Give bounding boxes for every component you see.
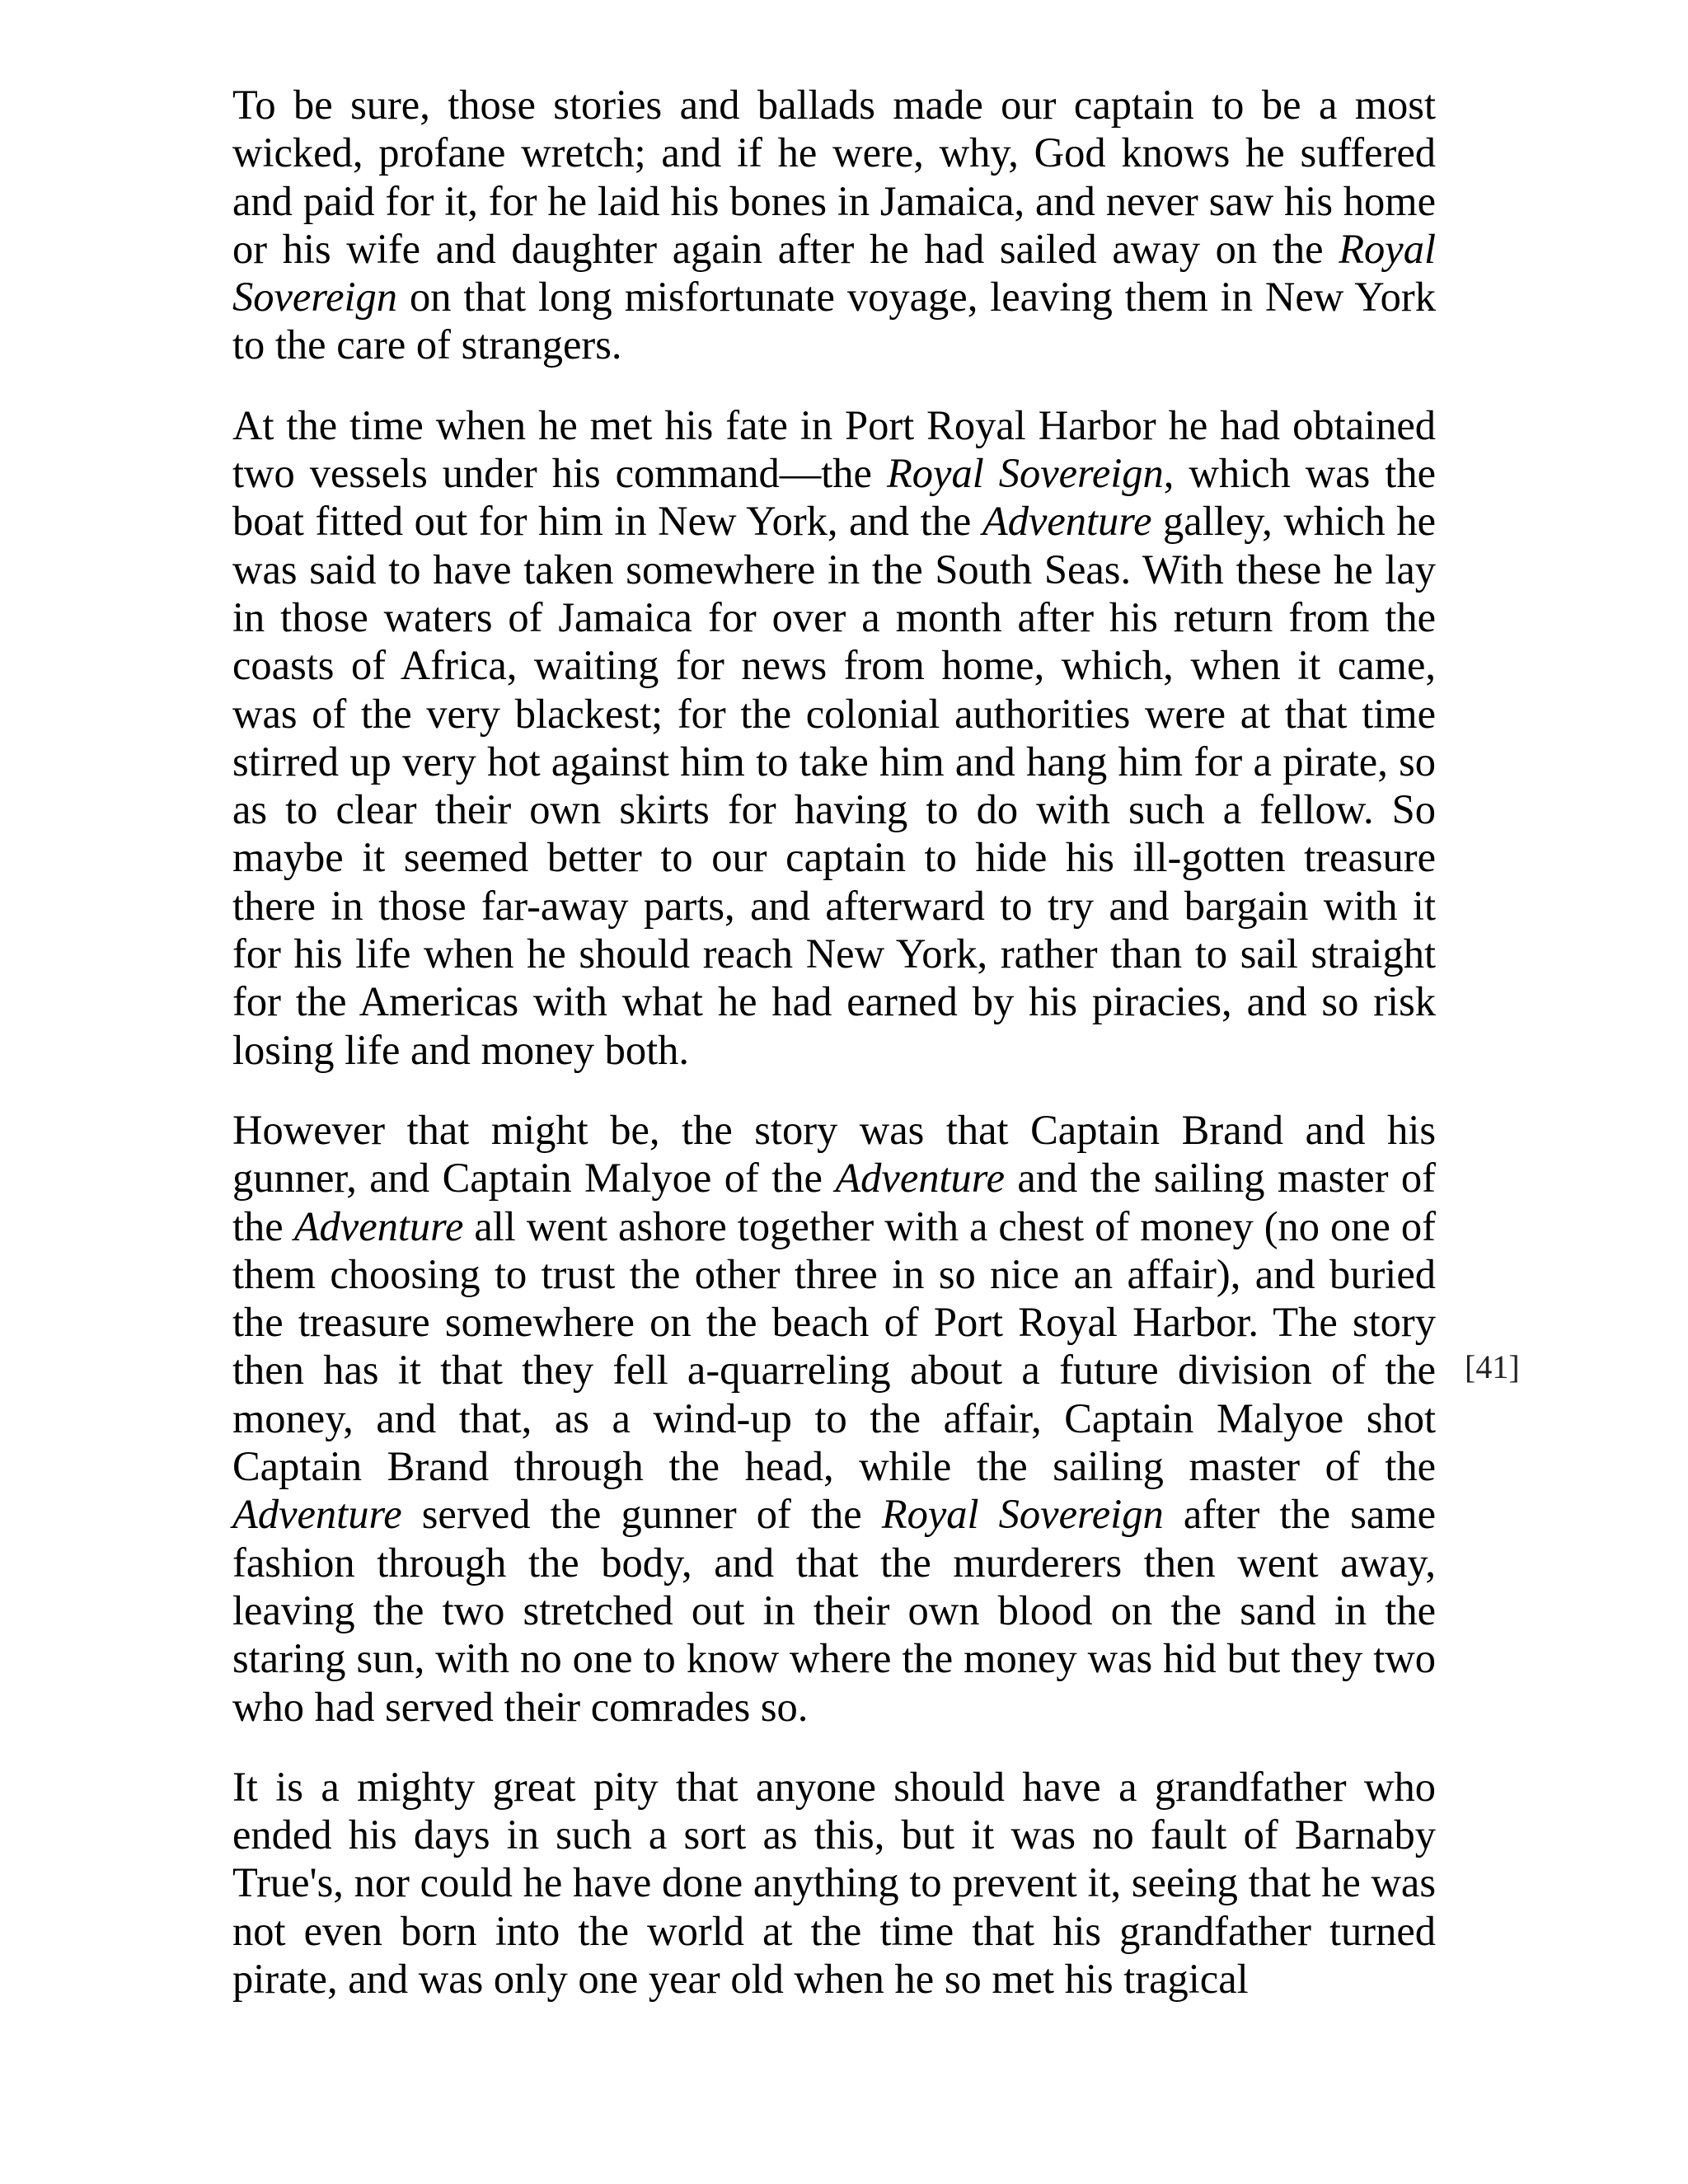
paragraph-segment: served the gunner of the	[401, 1491, 882, 1538]
paragraph-3	[232, 1106, 1436, 1731]
paragraph-segment: and the sailing master of the	[232, 1155, 1436, 1249]
ship-name-italic: Adventure	[232, 1491, 402, 1538]
ship-name-italic: Adventure	[835, 1155, 1005, 1202]
ship-name-italic: Royal Sovereign	[232, 225, 1436, 321]
text-column	[232, 81, 1436, 2003]
paragraph-segment: However that might be, the story was that Captain Brand and his gunner, and Captain Malyoe of the	[232, 1106, 1436, 1202]
ship-name-italic: Adventure	[982, 498, 1152, 545]
paragraph-4	[232, 1763, 1436, 2003]
ship-name-italic: Adventure	[293, 1202, 464, 1249]
paragraph-segment: all went ashore together with a chest of money (no one of them choosing to trust the other three in so nice an affair), and buried the treasure somewhere on the beach of Port Royal Harbor. The story then has it that they fell a-quarreling about a future division of the money, and that, as a wind-up to the affair, Captain Malyoe shot Captain Brand through the head, while the sailing master of the	[232, 1202, 1436, 1490]
paragraph-segment: on that long misfortunate voyage, leaving them in New York to the care of strangers.	[232, 274, 1436, 368]
paragraph-segment: To be sure, those stories and ballads made our captain to be a most wicked, profane wretch; and if he were, why, God knows he suffered and paid for it, for he laid his bones in Jamaica, and never saw his home or his wife and daughter again after he had sailed away on the	[232, 82, 1436, 272]
ship-name-italic: Royal Sovereign	[886, 450, 1164, 497]
paragraph-1	[232, 81, 1436, 369]
paragraph-2	[232, 401, 1436, 1074]
ship-name-italic: Royal Sovereign	[881, 1491, 1164, 1538]
paragraph-segment: , which was the boat fitted out for him in New York, and the	[232, 450, 1436, 545]
paragraph-segment: after the same fashion through the body, and that the murderers then went away, leaving the two stretched out in their own blood on the sand in the staring sun, with no one to know where the money was hid but they two who had served their comrades so.	[232, 1491, 1436, 1730]
paragraph-segment: It is a mighty great pity that anyone should have a grandfather who ended his days in such a sort as this, but it was no fault of Barnaby True's, nor could he have done anything to prevent it, seeing that he was not even born into the world at the time that his grandfather turned pirate, and was only one year old when he so met his tragical	[232, 1763, 1436, 2002]
page-number-marker: [41]	[1465, 1348, 1520, 1385]
paragraph-segment: galley, which he was said to have taken somewhere in the South Seas. With these he lay in those waters of Jamaica for over a month after his return from the coasts of Africa, waiting for news from home, which, when it came, was of the very blackest; for the colonial authorities were at that time stirred up very hot against him to take him and hang him for a pirate, so as to clear their own skirts for having to do with such a fellow. So maybe it seemed better to our captain to hide his ill-gotten treasure there in those far-away parts, and afterward to try and bargain with it for his life when he should reach New York, rather than to sail straight for the Americas with what he had earned by his piracies, and so risk losing life and money both.	[232, 498, 1436, 1073]
paragraph-segment: At the time when he met his fate in Port Royal Harbor he had obtained two vessels under his command—the	[232, 401, 1436, 497]
